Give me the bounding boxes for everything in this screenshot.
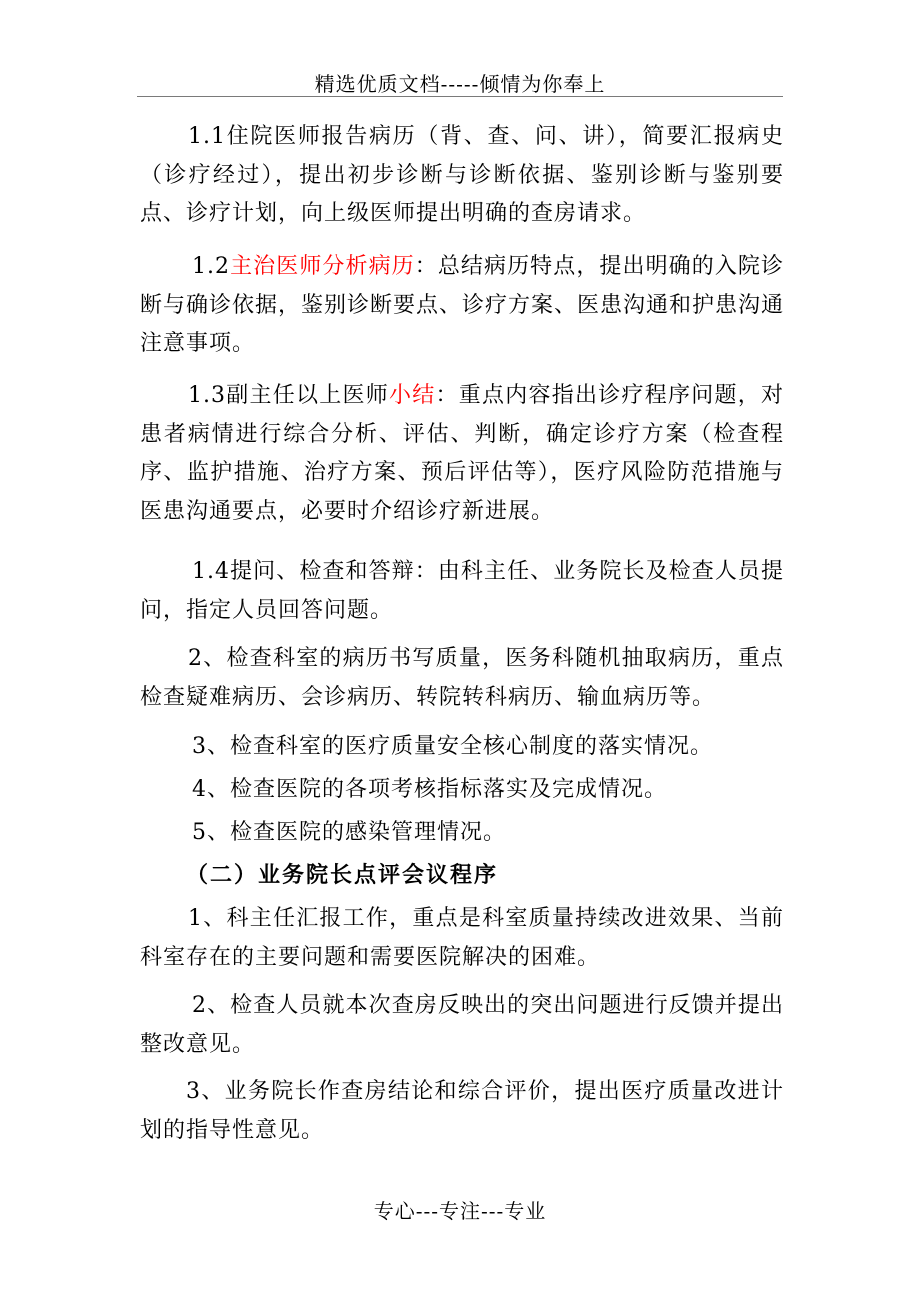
- paragraph-1-1: 1.1住院医师报告病历（背、查、问、讲），简要汇报病史（诊疗经过），提出初步诊断与诊断依据、鉴别诊断与鉴别要点、诊疗计划，向上级医师提出明确的查房请求。: [140, 124, 784, 226]
- section-heading: （二）业务院长点评会议程序: [186, 862, 499, 888]
- paragraph-1-2: [140, 248, 784, 364]
- paragraph-2: 2、检查科室的病历书写质量，医务科随机抽取病历，重点检查疑难病历、会诊病历、转院转科病历、输血病历等。: [140, 646, 784, 710]
- paragraph-1-3-body: ：重点内容指出诊疗程序问题，对患者病情进行综合分析、评估、判断，确定诊疗方案（检查程序、监护措施、治疗方案、预后评估等），医疗风险防范措施与医患沟通要点，必要时介绍诊疗新进展。: [140, 383, 784, 524]
- section-item-3: 3、业务院长作查房结论和综合评价，提出医疗质量改进计划的指导性意见。: [140, 1079, 784, 1143]
- paragraph-1-2-body: ：总结病历特点，提出明确的入院诊断与确诊依据，鉴别诊断要点、诊疗方案、医患沟通和护患沟通注意事项。: [140, 254, 785, 356]
- paragraph-1-4: 1.4提问、检查和答辩：由科主任、业务院长及检查人员提问，指定人员回答问题。: [140, 559, 784, 623]
- paragraph-1-3-lead: 1.3副主任以上医师: [188, 383, 389, 408]
- section-item-2: 2、检查人员就本次查房反映出的突出问题进行反馈并提出整改意见。: [140, 993, 784, 1057]
- header-divider: [137, 96, 783, 97]
- section-item-1: 1、科主任汇报工作，重点是科室质量持续改进效果、当前科室存在的主要问题和需要医院解决的困难。: [140, 906, 784, 970]
- paragraph-1-3: [140, 377, 784, 531]
- paragraph-1-3-highlight: 小结: [388, 383, 436, 408]
- paragraph-1-2-number: 1.2: [192, 254, 230, 279]
- page-header: 精选优质文档-----倾情为你奉上: [314, 72, 606, 96]
- page-footer: 专心---专注---专业: [373, 1199, 547, 1223]
- paragraph-1-2-highlight: 主治医师分析病历: [230, 254, 415, 279]
- paragraph-5: 5、检查医院的感染管理情况。: [192, 820, 506, 845]
- paragraph-3: 3、检查科室的医疗质量安全核心制度的落实情况。: [192, 734, 713, 759]
- paragraph-4: 4、检查医院的各项考核指标落实及完成情况。: [192, 777, 667, 802]
